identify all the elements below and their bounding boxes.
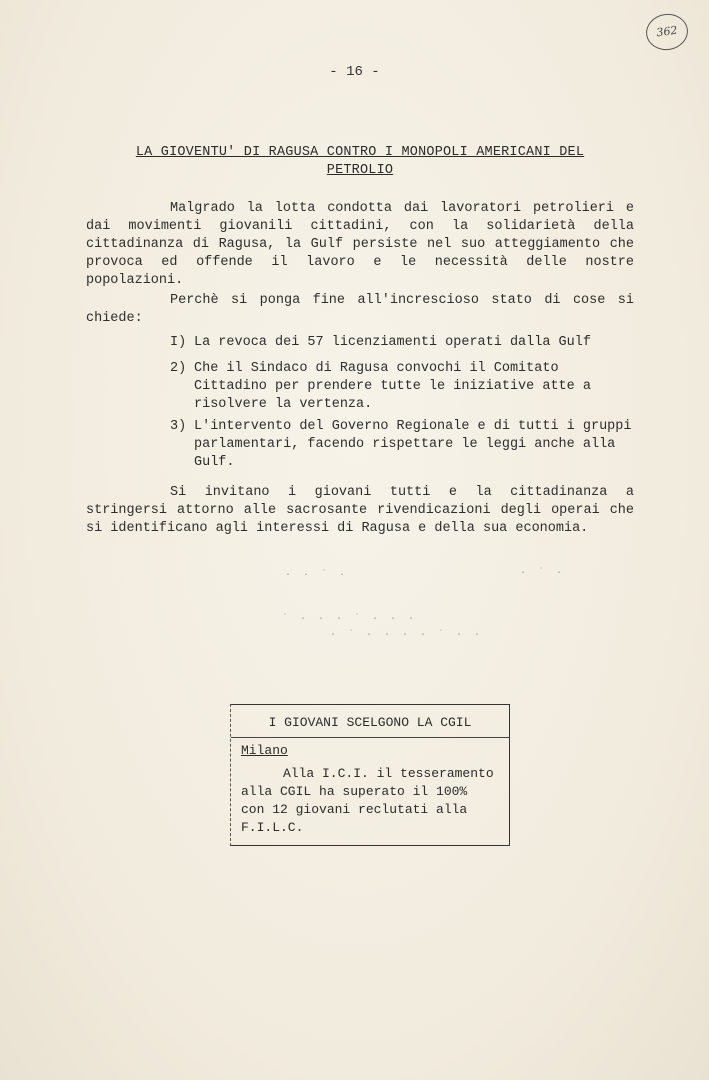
list-item-number: 3) — [170, 419, 187, 434]
list-item — [170, 334, 636, 352]
paragraph-text: Malgrado la lotta condotta dai lavoratori petrolieri e dai movimenti giovanili cittadini, con la solidarietà della cittadinanza di Ragusa, la Gulf persiste nel suo atteggiamento che provoca ed offende il lavoro e le necessità delle nostre popolazioni. — [86, 201, 634, 288]
paragraph-text: Perchè si ponga fine all'increscioso stato di cose si chiede: — [86, 293, 634, 326]
box-heading: I GIOVANI SCELGONO LA CGIL — [268, 715, 472, 730]
list-item-text: La revoca dei 57 licenziamenti operati dalla Gulf — [194, 335, 591, 350]
paragraph-text: Si invitano i giovani tutti e la cittadinanza a stringersi attorno alle sacrosante rivendicazioni degli operai che si identificano agli interessi di Ragusa e della sua economia. — [86, 485, 634, 536]
list-item-text: Che il Sindaco di Ragusa convochi il Comitato Cittadino per prendere tutte le iniziative atte a risolvere la vertenza. — [194, 361, 591, 412]
list-item-text: L'intervento del Governo Regionale e di tutti i gruppi parlamentari, facendo rispettare le leggi anche alla Gulf. — [194, 419, 632, 470]
ink-smudge: · ˙ · · · · ˙ · · — [330, 630, 484, 641]
box-body — [241, 765, 497, 837]
list-item — [170, 360, 636, 414]
archive-stamp: 362 — [644, 11, 691, 52]
document-title: LA GIOVENTU' DI RAGUSA CONTRO I MONOPOLI AMERICANI DEL PETROLIO — [135, 145, 585, 178]
box-location: Milano — [241, 743, 288, 758]
news-box — [230, 704, 510, 846]
paragraph-intro — [86, 200, 634, 290]
page-number: - 16 - — [329, 64, 380, 80]
ink-smudge: · · ˙ · — [285, 570, 349, 581]
list-item — [170, 418, 636, 472]
paragraph-request — [86, 292, 634, 328]
list-item-number: I) — [170, 335, 187, 350]
box-body-text: Alla I.C.I. il tesseramento alla CGIL ha superato il 100% con 12 giovani reclutati alla F.I.L.C. — [241, 766, 494, 835]
ink-smudge: · ˙ · — [520, 568, 566, 579]
list-item-number: 2) — [170, 361, 187, 376]
ink-smudge: ˙ · · · ˙ · · · — [282, 614, 418, 625]
box-divider — [231, 737, 509, 738]
paragraph-closing — [86, 484, 634, 538]
